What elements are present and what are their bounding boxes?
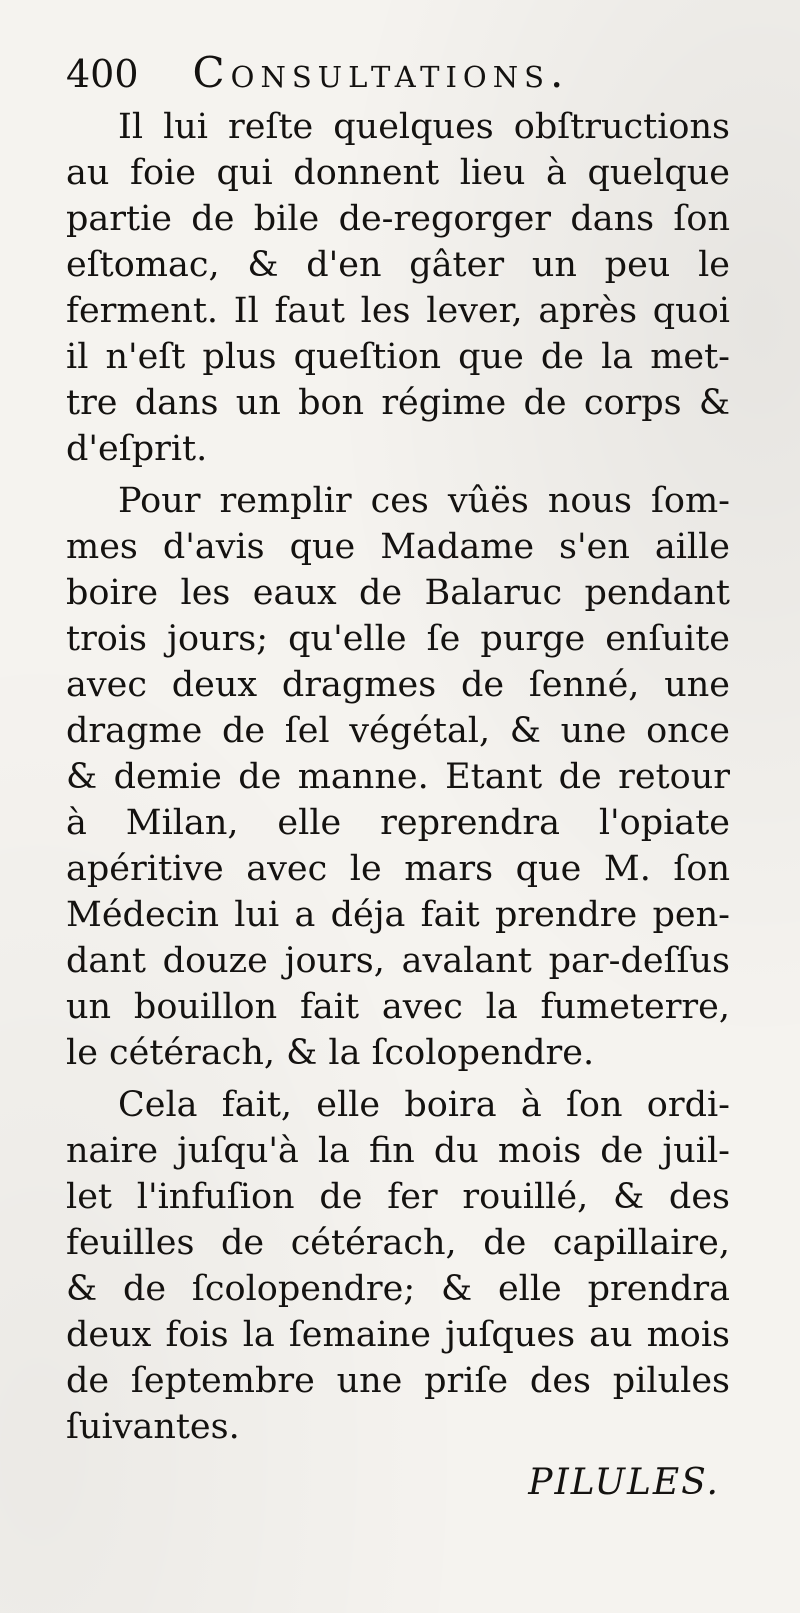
text-line: Il lui reſte quelques obſtructions — [118, 107, 730, 147]
text-line: apéritive avec le mars que M. ſon — [66, 849, 730, 889]
text-line: à Milan, elle reprendra l'opiate — [66, 803, 730, 843]
text-line: eſtomac, & d'en gâter un peu le — [66, 245, 730, 285]
text-line: dragme de ſel végétal, & une once — [66, 711, 730, 751]
page-number: 400 — [66, 52, 139, 96]
text-line: naire juſqu'à la fin du mois de juil- — [66, 1131, 730, 1171]
text-line: ſuivantes. — [66, 1407, 240, 1447]
text-line: le cétérach, & la ſcolopendre. — [66, 1033, 595, 1073]
running-title: Consultations. — [192, 48, 570, 97]
text-line: Médecin lui a déja fait prendre pen- — [66, 895, 730, 935]
text-line: Pour remplir ces vûës nous ſom- — [118, 481, 730, 521]
text-line: deux fois la ſemaine juſques au mois — [66, 1315, 730, 1355]
text-line: au foie qui donnent lieu à quelque — [66, 153, 730, 193]
text-line: un bouillon fait avec la fumeterre, — [66, 987, 730, 1027]
text-line: mes d'avis que Madame s'en aille — [66, 527, 730, 567]
text-line: let l'infuſion de fer rouillé, & des — [66, 1177, 730, 1217]
text-line: il n'eſt plus queſtion que de la met- — [66, 337, 730, 377]
text-line: ferment. Il faut les lever, après quoi — [66, 291, 730, 331]
text-line: feuilles de cétérach, de capillaire, — [66, 1223, 730, 1263]
text-line: tre dans un bon régime de corps & — [66, 383, 730, 423]
text-line: partie de bile de-regorger dans ſon — [66, 199, 730, 239]
text-line: avec deux dragmes de ſenné, une — [66, 665, 730, 705]
text-line: dant douze jours, avalant par-deſſus — [66, 941, 730, 981]
text-line: boire les eaux de Balaruc pendant — [66, 573, 730, 613]
text-line: & demie de manne. Etant de retour — [66, 757, 730, 797]
text-line: Cela fait, elle boira à ſon ordi- — [118, 1085, 730, 1125]
text-line: & de ſcolopendre; & elle prendra — [66, 1269, 730, 1309]
page-header — [66, 48, 746, 98]
text-line: trois jours; qu'elle ſe purge enſuite — [66, 619, 730, 659]
text-line: d'eſprit. — [66, 429, 208, 469]
catchword: PILULES. — [528, 1462, 720, 1503]
text-line: de ſeptembre une priſe des pilules — [66, 1361, 730, 1401]
